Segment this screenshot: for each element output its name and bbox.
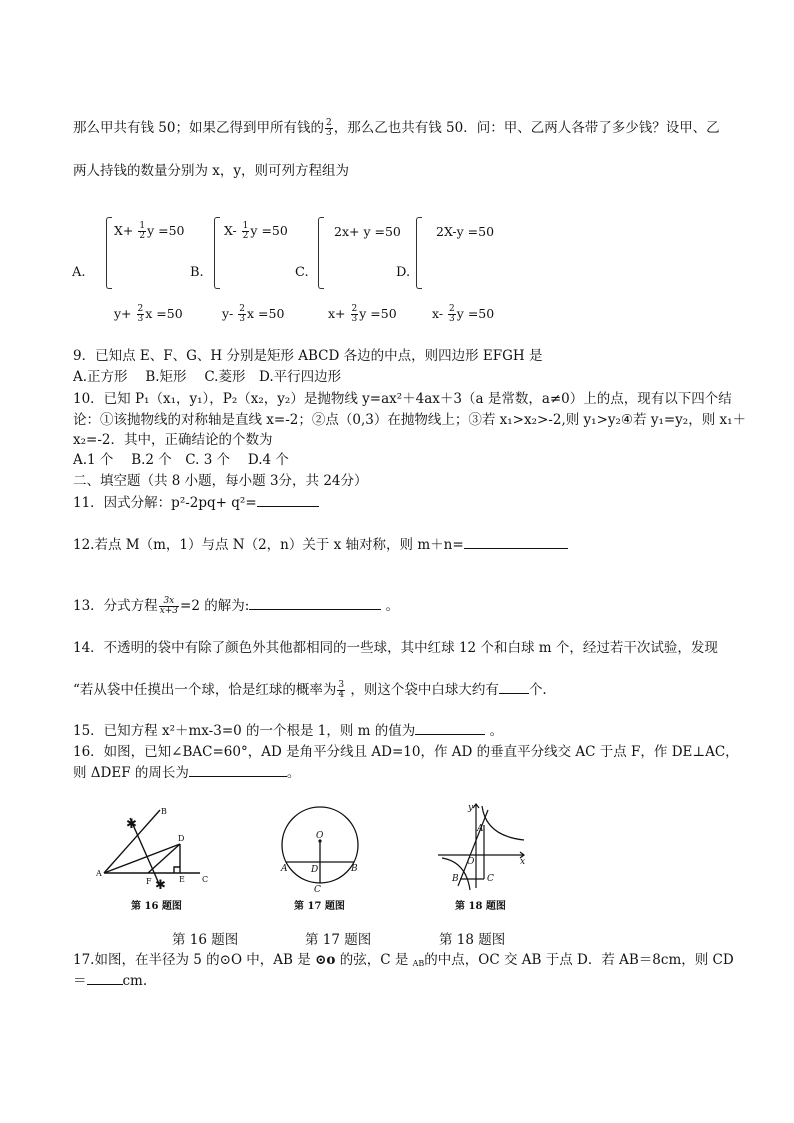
q9-stem: 9．已知点 E、F、G、H 分别是矩形 ABCD 各边的中点，则四边形 EFGH 是 (73, 348, 543, 364)
figure-18 (434, 800, 530, 892)
q8-option-a-eq2: y+ $\frac{2}{3}$ x =50 (114, 304, 183, 324)
cross-mark: ✱ (155, 878, 166, 891)
label-a: A (477, 824, 484, 834)
q8-option-c-eq2: x+ $\frac{2}{3}$ y =50 (328, 304, 397, 324)
right-angle-mark (174, 867, 180, 873)
fraction: $\frac{3x}{x+3}$ (159, 596, 179, 616)
answer-blank[interactable] (464, 536, 568, 549)
figure-16-caption: 第 16 题图 (131, 901, 182, 912)
q16-line2: 则 ΔDEF 的周长为 。 (73, 765, 301, 781)
figure-18-caption: 第 18 题图 (455, 901, 506, 912)
brace (214, 217, 220, 289)
brace (106, 217, 112, 289)
segment-df (148, 844, 180, 873)
label-y: y (468, 803, 474, 813)
q11: 11．因式分解：p²-2pq+ q²= (73, 494, 319, 512)
q14-line2: “若从袋中任摸出一个球，恰是红球的概率为 $\frac{3}{4}$ ，则这个袋中白球大约有 个. (73, 680, 547, 700)
answer-blank[interactable] (189, 764, 287, 777)
answer-blank[interactable] (249, 597, 381, 610)
q10-line3: x₂=-2．其中，正确结论的个数为 (73, 432, 273, 448)
label-f: F (146, 877, 152, 886)
q8-line2: 两人持钱的数量分别为 x，y，则可列方程组为 (73, 163, 350, 179)
q12: 12.若点 M（m，1）与点 N（2，n）关于 x 轴对称，则 m＋n= (73, 536, 568, 554)
hyperbola-right (482, 806, 524, 840)
figure-17-caption: 第 17 题图 (294, 901, 345, 912)
figure-17 (278, 800, 362, 892)
caption-row-17: 第 17 题图 (305, 932, 372, 948)
label-a: A (96, 869, 102, 878)
cross-mark: ✱ (126, 817, 137, 832)
answer-blank[interactable] (257, 494, 319, 507)
label-o: O (316, 831, 324, 841)
q10-line1: 10．已知 P₁（x₁，y₁），P₂（x₂，y₂）是抛物线 y=ax²＋4ax＋3（a 是常数，a≠0）上的点，现有以下四个结 (73, 391, 732, 407)
label-x: x (520, 857, 526, 867)
figure-16 (92, 806, 212, 891)
arc-ab: AB (412, 959, 425, 968)
label-c: C (314, 885, 321, 892)
q8-option-c-eq1: 2x+ y =50 (334, 224, 401, 239)
label-o: O (467, 857, 475, 867)
label-c: C (487, 874, 494, 884)
q10-options: A.1 个 B.2 个 C. 3 个 D.4 个 (73, 452, 289, 468)
caption-row-18: 第 18 题图 (439, 932, 506, 948)
label-e: E (179, 875, 185, 884)
q8-option-c-label: C. (295, 265, 309, 280)
label-b: B (351, 864, 358, 874)
q15: 15．已知方程 x²＋mx-3=0 的一个根是 1，则 m 的值为 。 (73, 723, 504, 739)
q8-option-d-eq1: 2X-y =50 (436, 224, 495, 239)
q8-option-b-eq1: X- $\frac{1}{2}$ y =50 (224, 221, 288, 241)
caption-row-16: 第 16 题图 (172, 932, 239, 948)
q10-line2: 论：①该抛物线的对称轴是直线 x=-2；②点（0,3）在抛物线上；③若 x₁>x₂>-2,则 y₁>y₂④若 y₁=y₂，则 x₁＋ (73, 412, 747, 428)
q8-line1: 那么甲共有钱 50；如果乙得到甲所有钱的 $\frac{2}{3}$ ，那么乙也共有钱 50．问：甲、乙两人各带了多少钱？设甲、乙 (73, 118, 720, 138)
brace (416, 217, 422, 289)
label-b: B (161, 807, 167, 816)
section-heading: 二、填空题（共 8 小题，每小题 3分，共 24分） (73, 473, 368, 489)
q8-option-b-label: B. (190, 265, 204, 280)
q8-option-b-eq2: y- $\frac{2}{3}$ x =50 (222, 304, 285, 324)
q17-line2: ＝ cm. (73, 973, 148, 989)
q9-options: A.正方形 B.矩形 C.菱形 D.平行四边形 (73, 369, 342, 385)
brace (318, 217, 324, 289)
label-d: D (311, 865, 319, 875)
q8-option-a-label: A. (72, 265, 86, 280)
answer-blank[interactable] (87, 972, 123, 985)
q13: 13．分式方程 $\frac{3x}{x+3}$ =2 的解为: 。 (73, 596, 400, 616)
label-d: D (178, 834, 185, 843)
answer-blank[interactable] (499, 681, 529, 694)
q8-option-a-eq1: X+ $\frac{1}{2}$ y =50 (114, 221, 185, 241)
q16-line1: 16．如图，已知∠BAC=60°，AD 是角平分线且 AD=10，作 AD 的垂直平分线交 AC 于点 F，作 DE⊥AC， (73, 744, 739, 760)
label-c: C (202, 875, 209, 884)
label-a: A (281, 864, 288, 874)
segment-ad (104, 844, 180, 873)
q8-option-d-eq2: x- $\frac{2}{3}$ y =50 (432, 304, 495, 324)
q17-line1: 17.如图，在半径为 5 的⊙O 中，AB 是 ⊙o 的弦，C 是 AB的中点，OC 交 AB 于点 D．若 AB＝8cm，则 CD (73, 952, 734, 968)
fraction: $\frac{2}{3}$ (325, 118, 332, 138)
q14-line1: 14．不透明的袋中有除了颜色外其他都相同的一些球，其中红球 12 个和白球 m 个，经过若干次试验，发现 (73, 640, 718, 656)
label-b: B (452, 874, 459, 884)
answer-blank[interactable] (415, 722, 485, 735)
q8-option-d-label: D. (396, 265, 411, 280)
fraction: $\frac{3}{4}$ (338, 680, 345, 700)
